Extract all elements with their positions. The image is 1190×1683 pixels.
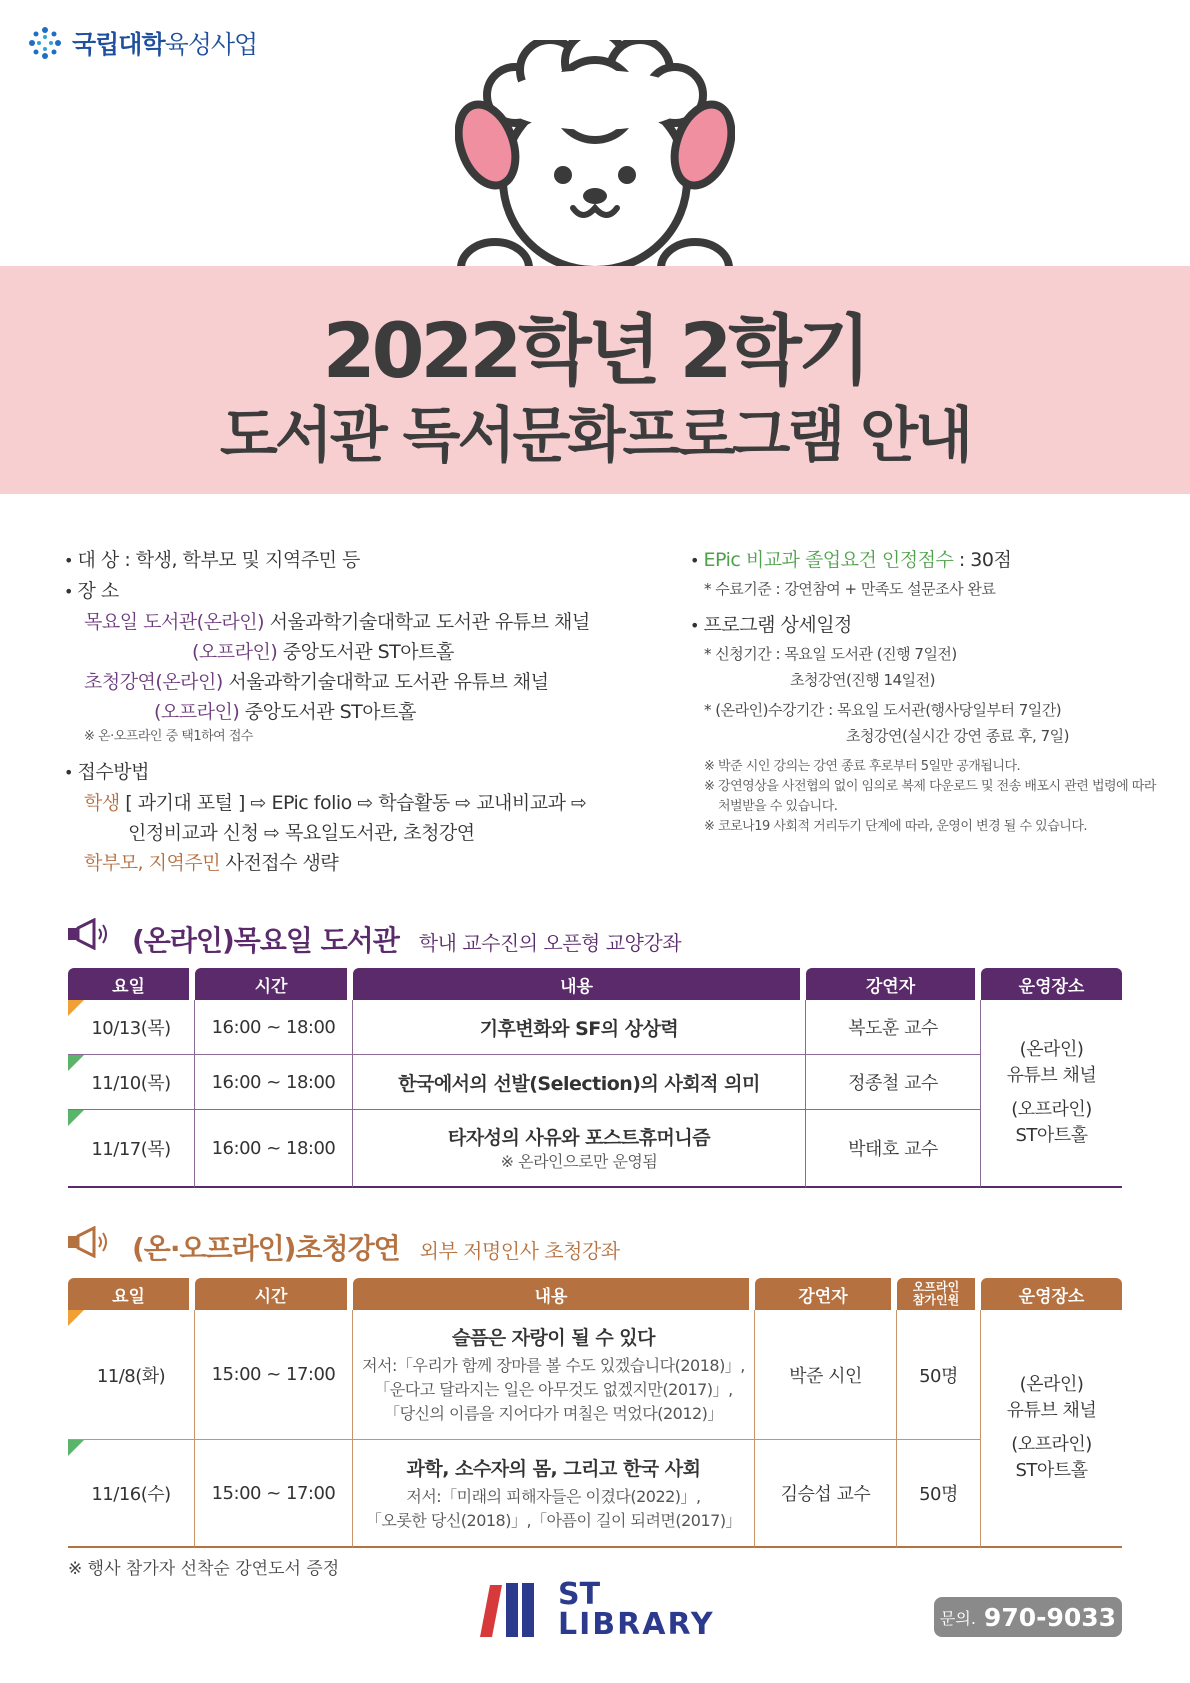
- cell-venue: (온라인) 유튜브 채널 (오프라인) ST아트홀: [981, 1310, 1122, 1548]
- apply-student: 학생 [ 과기대 포털 ] ⇨ EPic folio ⇨ 학습활동 ⇨ 교내비교과 ⇨: [84, 792, 587, 814]
- cell-time: 16:00 ~ 18:00: [195, 1110, 353, 1188]
- table-header: [68, 968, 1122, 1000]
- section2-title: (온·오프라인)초청강연: [132, 1232, 400, 1265]
- star-logo-icon: [26, 24, 64, 62]
- header-time: 시간: [195, 968, 353, 1000]
- schedule-line-2: 초청강연(진행 14일전): [790, 671, 935, 689]
- schedule-row: • 프로그램 상세일정: [690, 614, 852, 636]
- place-line-3: 초청강연(온라인) 서울과학기술대학교 도서관 유튜브 채널: [84, 671, 549, 693]
- cell-date: 11/16(수): [68, 1440, 195, 1548]
- section1-heading: [66, 918, 681, 959]
- cell-date: 11/17(목): [68, 1110, 195, 1188]
- page-subtitle: 도서관 독서문화프로그램 안내: [219, 401, 971, 471]
- st-library-logo: [478, 1577, 715, 1642]
- cell-date: 10/13(목): [68, 1000, 195, 1055]
- contact-label: 문의.: [939, 1608, 976, 1628]
- cell-time: 15:00 ~ 17:00: [195, 1440, 353, 1548]
- warning-2: ※ 강연영상을 사전협의 없이 임의로 복제 다운로드 및 전송 배포시 관련 법령에 따라: [704, 779, 1156, 794]
- table-row: [68, 1055, 1122, 1110]
- contact-badge: [934, 1597, 1122, 1637]
- st-library-logo-icon: [478, 1581, 548, 1639]
- cell-speaker: 정종철 교수: [806, 1055, 981, 1110]
- left-info: [64, 545, 664, 878]
- cell-time: 15:00 ~ 17:00: [195, 1310, 353, 1440]
- header-day: 요일: [68, 1278, 195, 1310]
- epic-row: • EPic 비교과 졸업요건 인정점수 : 30점: [690, 549, 1012, 571]
- cell-time: 16:00 ~ 18:00: [195, 1000, 353, 1055]
- section2-table: [68, 1278, 1122, 1548]
- megaphone-icon: [66, 1226, 112, 1258]
- cell-venue: (온라인) 유튜브 채널 (오프라인) ST아트홀: [981, 1000, 1122, 1188]
- section1-title: (온라인)목요일 도서관: [132, 924, 399, 957]
- header-capacity: 오프라인 참가인원: [897, 1278, 981, 1310]
- header-day: 요일: [68, 968, 195, 1000]
- apply-row: • 접수방법: [64, 761, 149, 783]
- place-note: ※ 온·오프라인 중 택1하여 접수: [84, 729, 253, 744]
- table-row: [68, 1310, 1122, 1440]
- content-note: ※ 온라인으로만 운영됨: [500, 1151, 658, 1171]
- schedule-line-3: * (온라인)수강기간 : 목요일 도서관(행사당일부터 7일간): [704, 701, 1062, 719]
- cell-content: 과학, 소수자의 몸, 그리고 한국 사회 저서:「미래의 피해자들은 이겼다(2022)」, 「오롯한 당신(2018)」,「아픔이 길이 되려면(2017)」: [353, 1440, 755, 1548]
- cell-time: 16:00 ~ 18:00: [195, 1055, 353, 1110]
- header-speaker: 강연자: [806, 968, 981, 1000]
- apply-parent: 학부모, 지역주민 사전접수 생략: [84, 852, 339, 874]
- section1-subtitle: 학내 교수진의 오픈형 교양강좌: [418, 931, 682, 955]
- cell-speaker: 복도훈 교수: [806, 1000, 981, 1055]
- cell-capacity: 50명: [897, 1310, 981, 1440]
- header-time: 시간: [195, 1278, 353, 1310]
- cell-content: 타자성의 사유와 포스트휴머니즘 ※ 온라인으로만 운영됨: [353, 1110, 806, 1188]
- page-title: 2022학년 2학기: [322, 306, 868, 395]
- header-content: 내용: [353, 968, 806, 1000]
- table-header: [68, 1278, 1122, 1310]
- cell-capacity: 50명: [897, 1440, 981, 1548]
- place-line-4: (오프라인) 중앙도서관 ST아트홀: [154, 701, 416, 723]
- sheep-mascot-icon: [455, 40, 735, 300]
- cell-speaker: 박태호 교수: [806, 1110, 981, 1188]
- header-speaker: 강연자: [755, 1278, 897, 1310]
- university-logo: [26, 24, 257, 62]
- warning-1: ※ 박준 시인 강의는 강연 종료 후로부터 5일만 공개됩니다.: [704, 759, 1021, 774]
- warning-3: ※ 코로나19 사회적 거리두기 단계에 따라, 운영이 변경 될 수 있습니다.: [704, 819, 1088, 834]
- header-venue: 운영장소: [981, 968, 1122, 1000]
- header-content: 내용: [353, 1278, 755, 1310]
- schedule-line-4: 초청강연(실시간 강연 종료 후, 7일): [846, 727, 1069, 745]
- warning-2b: 처벌받을 수 있습니다.: [718, 799, 838, 814]
- cell-content: 슬픔은 자랑이 될 수 있다 저서:「우리가 함께 장마를 볼 수도 있겠습니다(2018)」, 「운다고 달라지는 일은 아무것도 없겠지만(2017)」, 「당신의 이름을 지어다가 며칠은 먹었다(2012)」: [353, 1310, 755, 1440]
- place-line-2: (오프라인) 중앙도서관 ST아트홀: [192, 641, 454, 663]
- table-row: [68, 1110, 1122, 1188]
- contact-number: 970-9033: [983, 1602, 1117, 1632]
- cell-speaker: 김승섭 교수: [755, 1440, 897, 1548]
- brand-library: LIBRARY: [558, 1607, 715, 1642]
- epic-note: * 수료기준 : 강연참여 + 만족도 설문조사 완료: [704, 580, 996, 598]
- section2-subtitle: 외부 저명인사 초청강좌: [419, 1239, 620, 1263]
- place-line-1: 목요일 도서관(온라인) 서울과학기술대학교 도서관 유튜브 채널: [84, 611, 590, 633]
- apply-student-2: 인정비교과 신청 ⇨ 목요일도서관, 초청강연: [128, 822, 475, 844]
- place-row: • 장 소: [64, 580, 119, 602]
- table-row: [68, 1440, 1122, 1548]
- cell-content: 기후변화와 SF의 상상력: [353, 1000, 806, 1055]
- schedule-line-1: * 신청기간 : 목요일 도서관 (진행 7일전): [704, 645, 957, 663]
- logo-text: 국립대학육성사업: [72, 30, 258, 59]
- table-row: [68, 1000, 1122, 1055]
- cell-content: 한국에서의 선발(Selection)의 사회적 의미: [353, 1055, 806, 1110]
- footer-note: ※ 행사 참가자 선착순 강연도서 증정: [68, 1559, 340, 1579]
- cell-date: 11/8(화): [68, 1310, 195, 1440]
- section1-table: [68, 968, 1122, 1188]
- right-info: [690, 545, 1160, 837]
- cell-speaker: 박준 시인: [755, 1310, 897, 1440]
- brand-st: ST: [558, 1577, 601, 1612]
- target-row: • 대 상 : 학생, 학부모 및 지역주민 등: [64, 549, 360, 571]
- cell-date: 11/10(목): [68, 1055, 195, 1110]
- megaphone-icon: [66, 918, 112, 950]
- header-venue: 운영장소: [981, 1278, 1122, 1310]
- section2-heading: [66, 1226, 620, 1267]
